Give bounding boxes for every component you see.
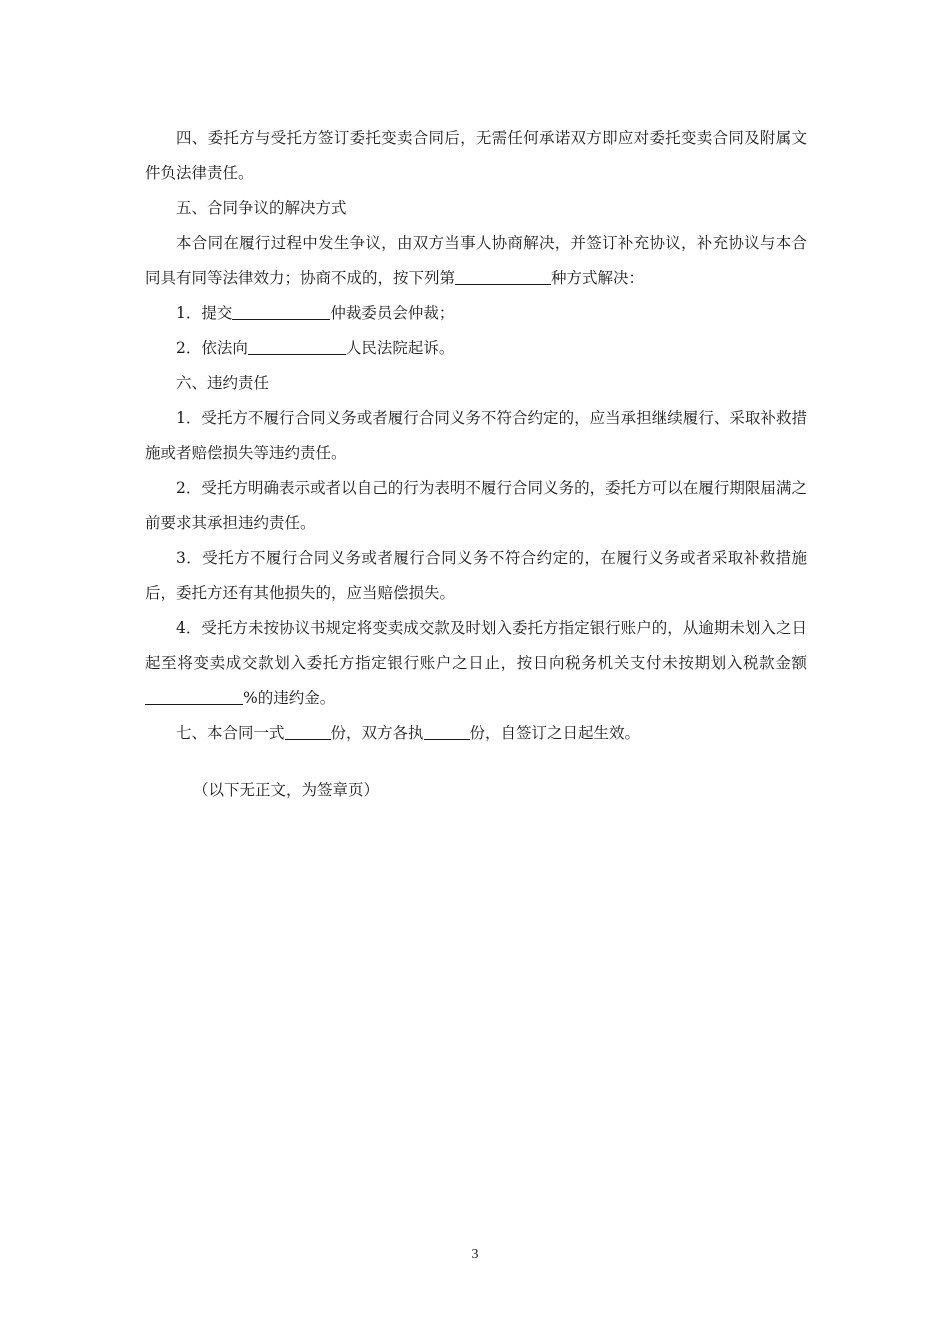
arbitration-commission-blank	[232, 303, 330, 320]
clause-5-option-1	[145, 296, 807, 331]
spacer	[145, 751, 807, 773]
option-1-label: 1．提交	[176, 304, 233, 322]
option-2-label: 2．依法向	[176, 339, 248, 357]
clause-7-part-1: 七、本合同一式	[176, 724, 285, 742]
clause-6-item-1: 1．受托方不履行合同义务或者履行合同义务不符合约定的，应当承担继续履行、采取补救措施或者赔偿损失等违约责任。	[145, 409, 807, 462]
option-1-text: 仲裁委员会仲裁；	[330, 304, 455, 322]
penalty-rate-blank	[145, 688, 243, 705]
clause-6-item-4	[145, 611, 807, 716]
option-2-text: 人民法院起诉。	[345, 339, 455, 357]
clause-4	[145, 121, 807, 191]
clause-6-item-2: 2．受托方明确表示或者以自己的行为表明不履行合同义务的，委托方可以在履行期限届满之前要求其承担违约责任。	[145, 479, 807, 532]
clause-5-option-2	[145, 331, 807, 366]
method-choice-blank	[455, 268, 551, 285]
clause-4-text: 四、委托方与受托方签订委托变卖合同后，无需任何承诺双方即应对委托变卖合同及附属文件负法律责任。	[145, 129, 807, 182]
court-blank	[248, 338, 346, 355]
document-body	[145, 121, 807, 808]
clause-6-heading: 六、违约责任	[176, 374, 270, 392]
clause-5-body	[145, 226, 807, 296]
end-note: （以下无正文，为签章页）	[193, 781, 380, 799]
clause-7-part-3: 份，自签订之日起生效。	[469, 724, 641, 742]
clause-5-heading: 五、合同争议的解决方式	[176, 199, 347, 217]
clause-7-part-2: 份，双方各执	[330, 724, 424, 742]
clause-6-item-4-text: 4．受托方未按协议书规定将变卖成交款及时划入委托方指定银行账户的，从逾期未划入之日起至将变卖成交款划入委托方指定银行账户之日止，按日向税务机关支付未按期划入税款金额	[145, 619, 807, 672]
clause-6-item-4-end: %的违约金。	[243, 689, 336, 707]
copies-each-blank	[424, 723, 470, 740]
clause-6-item-3: 3．受托方不履行合同义务或者履行合同义务不符合约定的，在履行义务或者采取补救措施后，委托方还有其他损失的，应当赔偿损失。	[145, 549, 807, 602]
clause-5-body-end: 种方式解决：	[551, 269, 645, 287]
clause-5-body-text: 本合同在履行过程中发生争议，由双方当事人协商解决，并签订补充协议，补充协议与本合同具有同等法律效力；协商不成的，按下列第	[145, 234, 807, 287]
copies-total-blank	[285, 723, 331, 740]
page-number: 3	[471, 1247, 479, 1262]
clause-7	[145, 716, 807, 751]
